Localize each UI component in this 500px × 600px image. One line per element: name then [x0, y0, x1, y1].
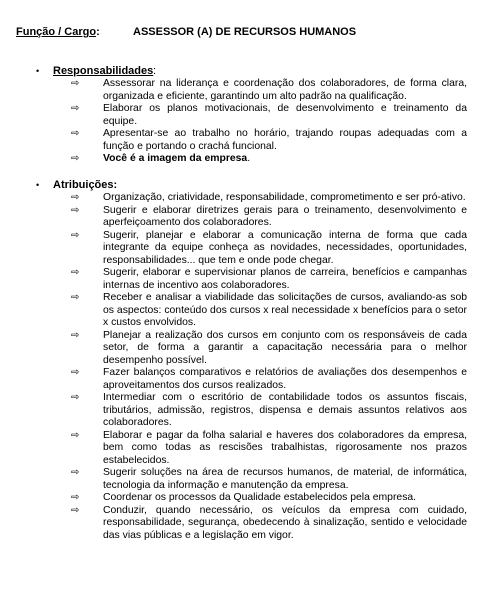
- arrow-right-icon: ⇨: [71, 153, 80, 164]
- arrow-right-icon: ⇨: [71, 78, 80, 89]
- job-title-colon: :: [96, 26, 100, 38]
- list-item: [0, 430, 467, 468]
- list-item: [0, 267, 467, 292]
- arrow-right-icon: ⇨: [71, 392, 80, 403]
- list-item: [0, 128, 467, 153]
- arrow-right-icon: ⇨: [71, 429, 80, 441]
- list-item-text: Fazer balanços comparativos e relatórios de avaliações dos desempenhos e aproveitamentos dos cursos realizados.: [103, 367, 467, 391]
- bullet-icon: •: [36, 180, 40, 190]
- atribuicoes-list: [0, 192, 500, 542]
- bullet-icon: •: [36, 66, 40, 76]
- list-item: [0, 505, 467, 543]
- job-title: ASSESSOR (A) DE RECURSOS HUMANOS: [133, 26, 357, 38]
- section-heading: [0, 65, 500, 78]
- list-item: [0, 392, 467, 430]
- section-heading: [0, 179, 500, 192]
- list-item-text: Coordenar os processos da Qualidade estabelecidos pela empresa.: [103, 492, 417, 503]
- list-item-text: Apresentar-se ao trabalho no horário, trajando roupas adequadas com a função e portando o crachá funcional.: [103, 128, 467, 152]
- list-item: [0, 78, 467, 103]
- arrow-right-icon: ⇨: [71, 103, 80, 114]
- list-item: [0, 367, 467, 392]
- list-item: [0, 103, 467, 128]
- list-item-text: Elaborar e pagar da folha salarial e haveres dos colaboradores da empresa, bem como todas as rescisões trabalhistas, rigorosamente nos prazos estabelecidos.: [103, 429, 467, 466]
- arrow-right-icon: ⇨: [71, 192, 80, 203]
- list-item: [0, 230, 467, 268]
- arrow-right-icon: ⇨: [71, 128, 80, 139]
- section-title-colon: :: [153, 65, 157, 77]
- list-item: [0, 192, 467, 205]
- arrow-right-icon: ⇨: [71, 267, 80, 278]
- list-item-text: Sugerir soluções na área de recursos humanos, de material, de informática, tecnologia da informação e manutenção da empresa.: [103, 467, 467, 491]
- arrow-right-icon: ⇨: [71, 329, 80, 341]
- list-item-text: Conduzir, quando necessário, os veículos da empresa com cuidado, responsabilidade, segurança, obedecendo à sinalização, sentido e velocidade das vias públicas e a legislação em vigor.: [103, 504, 467, 541]
- list-item-text: Sugerir, elaborar e supervisionar planos de carreira, benefícios e campanhas internas de incentivo aos colaboradores.: [103, 267, 467, 291]
- list-item-text: Planejar a realização dos cursos em conjunto com os responsáveis de cada setor, de forma a garantir a capacitação necessária para o melhor desempenho possível.: [103, 329, 467, 366]
- job-header: [16, 26, 357, 39]
- list-item: [0, 467, 467, 492]
- arrow-right-icon: ⇨: [71, 504, 80, 516]
- arrow-right-icon: ⇨: [71, 229, 80, 241]
- section-title-atribuicoes: Atribuições:: [53, 179, 118, 191]
- list-item: [0, 205, 467, 230]
- arrow-right-icon: ⇨: [71, 367, 80, 378]
- arrow-right-icon: ⇨: [71, 204, 80, 216]
- list-item: [0, 330, 467, 368]
- list-item-text: Organização, criatividade, responsabilidade, comprometimento e ser pró-ativo.: [103, 192, 466, 203]
- list-item-text: Elaborar os planos motivacionais, de desenvolvimento e treinamento da equipe.: [103, 103, 467, 127]
- list-item-text-highlight: [103, 153, 467, 166]
- list-item-text: Sugerir, planejar e elaborar a comunicação interna de forma que cada integrante da equipe conheça as novidades, necessidades, oportunidades, responsabilidades... que tem e onde pode chegar.: [103, 229, 467, 266]
- arrow-right-icon: ⇨: [71, 492, 80, 503]
- list-item-text: Assessorar na liderança e coordenação dos colaboradores, de forma clara, organizada e eficiente, garantindo um alto padrão na qualificação.: [103, 78, 467, 102]
- arrow-right-icon: ⇨: [71, 292, 80, 303]
- list-item: [0, 153, 467, 166]
- list-item-text: Receber e analisar a viabilidade das solicitações de cursos, avaliando-as sob os aspectos: conteúdo dos cursos x real necessidade x benefícios para o setor x custos envolvidos.: [103, 292, 467, 328]
- section-title-responsabilidades: Responsabilidades: [53, 65, 154, 77]
- list-item: [0, 492, 467, 505]
- list-item-text: Sugerir e elaborar diretrizes gerais para o treinamento, desenvolvimento e aperfeiçoamento dos colaboradores.: [103, 204, 467, 228]
- responsabilidades-list: [0, 78, 500, 166]
- list-item: [0, 292, 467, 330]
- section-atribuicoes: [0, 179, 500, 542]
- section-responsabilidades: [0, 65, 500, 166]
- highlight-tail: .: [247, 153, 251, 164]
- highlight-strong: Você é a imagem da empresa: [103, 153, 248, 164]
- job-title-label: Função / Cargo: [16, 26, 97, 38]
- list-item-text: Intermediar com o escritório de contabilidade todos os assuntos fiscais, tributários, admissão, registros, dispensa e demais assuntos relativos aos colaboradores.: [103, 392, 467, 428]
- arrow-right-icon: ⇨: [71, 467, 80, 478]
